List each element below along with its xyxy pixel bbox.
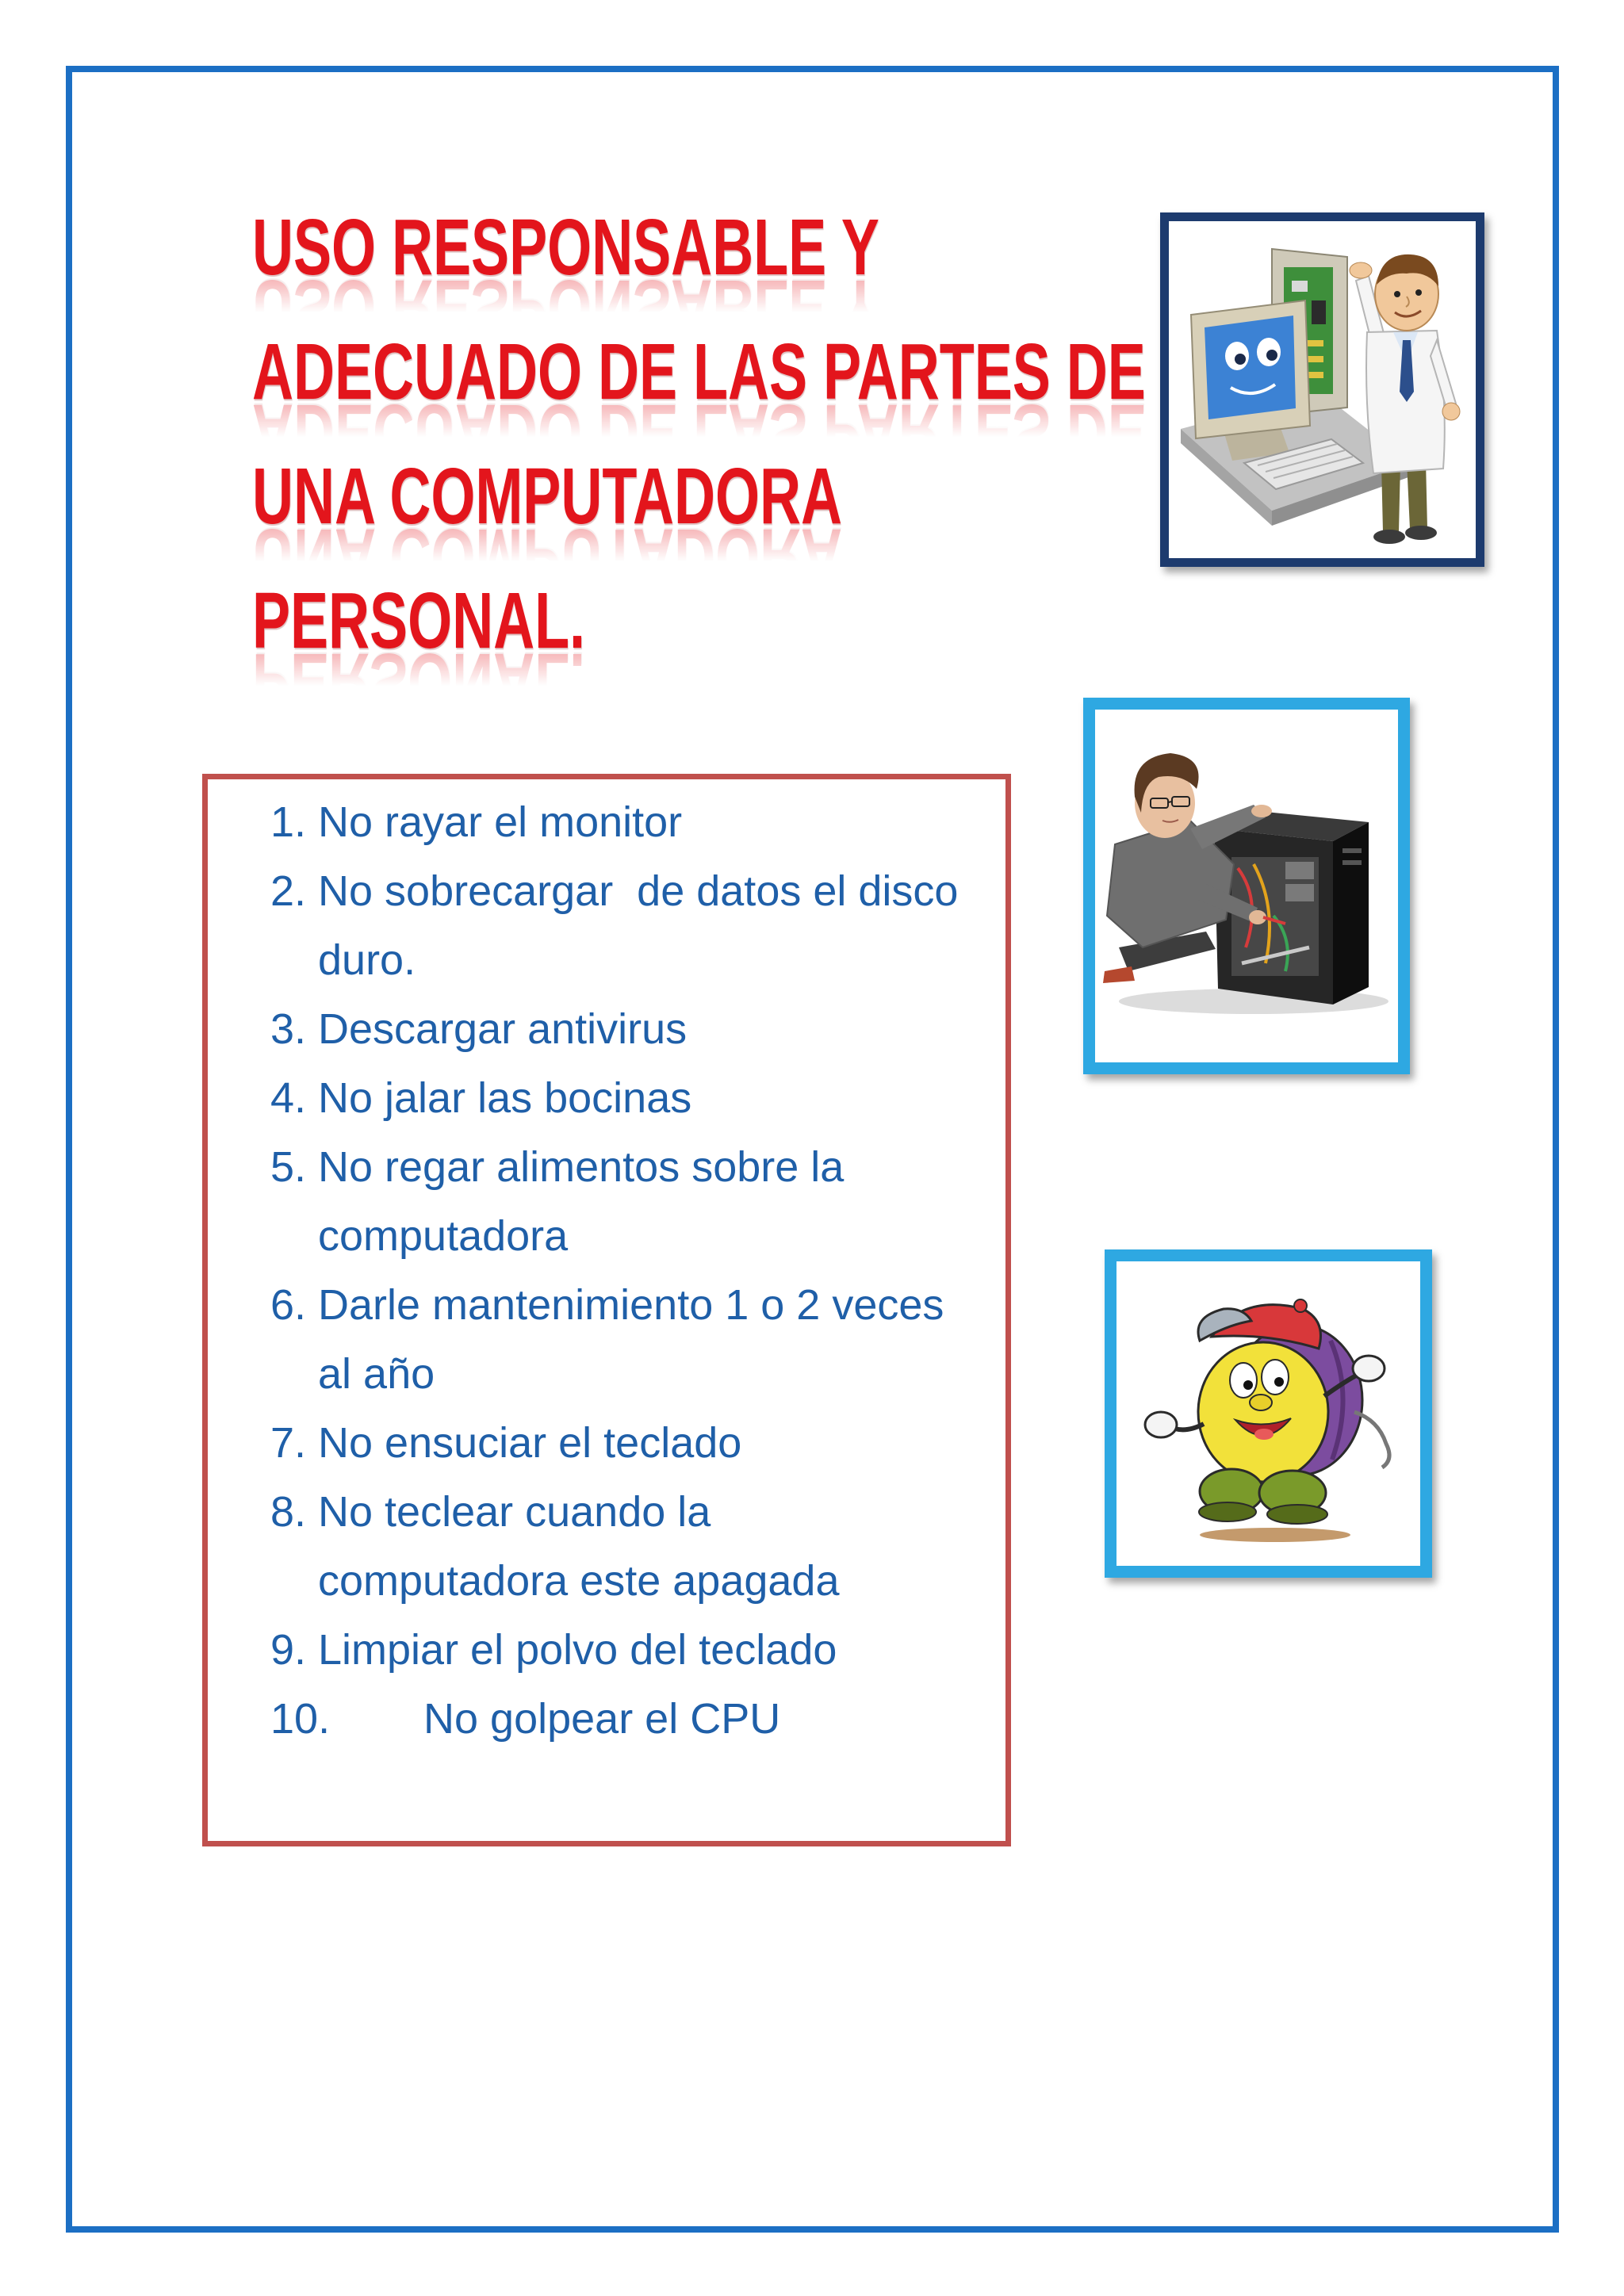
list-item-number: 8. [270, 1488, 307, 1536]
list-item [270, 788, 1000, 857]
list-item [270, 1064, 1000, 1133]
list-item-number: 9. [270, 1626, 307, 1674]
list-item [270, 1616, 1000, 1685]
list-item-text: duro. [318, 936, 416, 984]
title-line: ADECUADO DE LAS PARTES DE [252, 327, 1146, 416]
list-item-text: No rayar el monitor [318, 798, 683, 846]
rules-list [270, 788, 1000, 1754]
list-item-text: computadora [318, 1212, 569, 1260]
list-item [270, 1409, 1000, 1478]
list-item-text: No jalar las bocinas [318, 1074, 692, 1122]
cartoon-character-frame [1105, 1249, 1432, 1578]
list-item-text: Limpiar el polvo del teclado [318, 1626, 837, 1674]
list-item-number: 5. [270, 1143, 307, 1191]
list-item [270, 1478, 1000, 1616]
list-item [270, 857, 1000, 995]
list-item-number: 1. [270, 798, 307, 846]
list-item-text: Descargar antivirus [318, 1005, 688, 1053]
list-item-text: computadora este apagada [318, 1557, 840, 1605]
list-item [270, 1271, 1000, 1409]
list-item-number: 7. [270, 1419, 307, 1467]
title-line: PERSONAL. [252, 576, 586, 665]
list-item-text: No teclear cuando la [318, 1488, 711, 1536]
list-item-number: 2. [270, 867, 307, 915]
cartoon-character [1145, 1299, 1389, 1524]
list-item [270, 995, 1000, 1064]
cartoon-character-illustration [1116, 1261, 1420, 1566]
technician-cartoon-frame [1160, 212, 1484, 567]
list-item-text: No golpear el CPU [423, 1695, 781, 1743]
list-item [270, 1685, 1000, 1754]
list-item-text: No ensuciar el teclado [318, 1419, 742, 1467]
list-item-number: 4. [270, 1074, 307, 1122]
list-item-number: 3. [270, 1005, 307, 1053]
technician-photo-frame [1083, 698, 1410, 1074]
title-line: UNA COMPUTADORA [252, 452, 842, 541]
list-item-text: al año [318, 1350, 435, 1398]
list-item [270, 1133, 1000, 1271]
list-item-number: 10. [270, 1695, 331, 1743]
technician-photo-illustration [1095, 710, 1398, 1062]
list-item-number: 6. [270, 1281, 307, 1329]
title-line: USO RESPONSABLE Y [252, 203, 879, 292]
cartoon-technician [1350, 254, 1460, 544]
technician-cartoon-illustration [1169, 221, 1476, 558]
list-item-text: No sobrecargar de datos el disco [318, 867, 959, 915]
list-item-text: Darle mantenimiento 1 o 2 veces [318, 1281, 944, 1329]
list-item-text: No regar alimentos sobre la [318, 1143, 845, 1191]
